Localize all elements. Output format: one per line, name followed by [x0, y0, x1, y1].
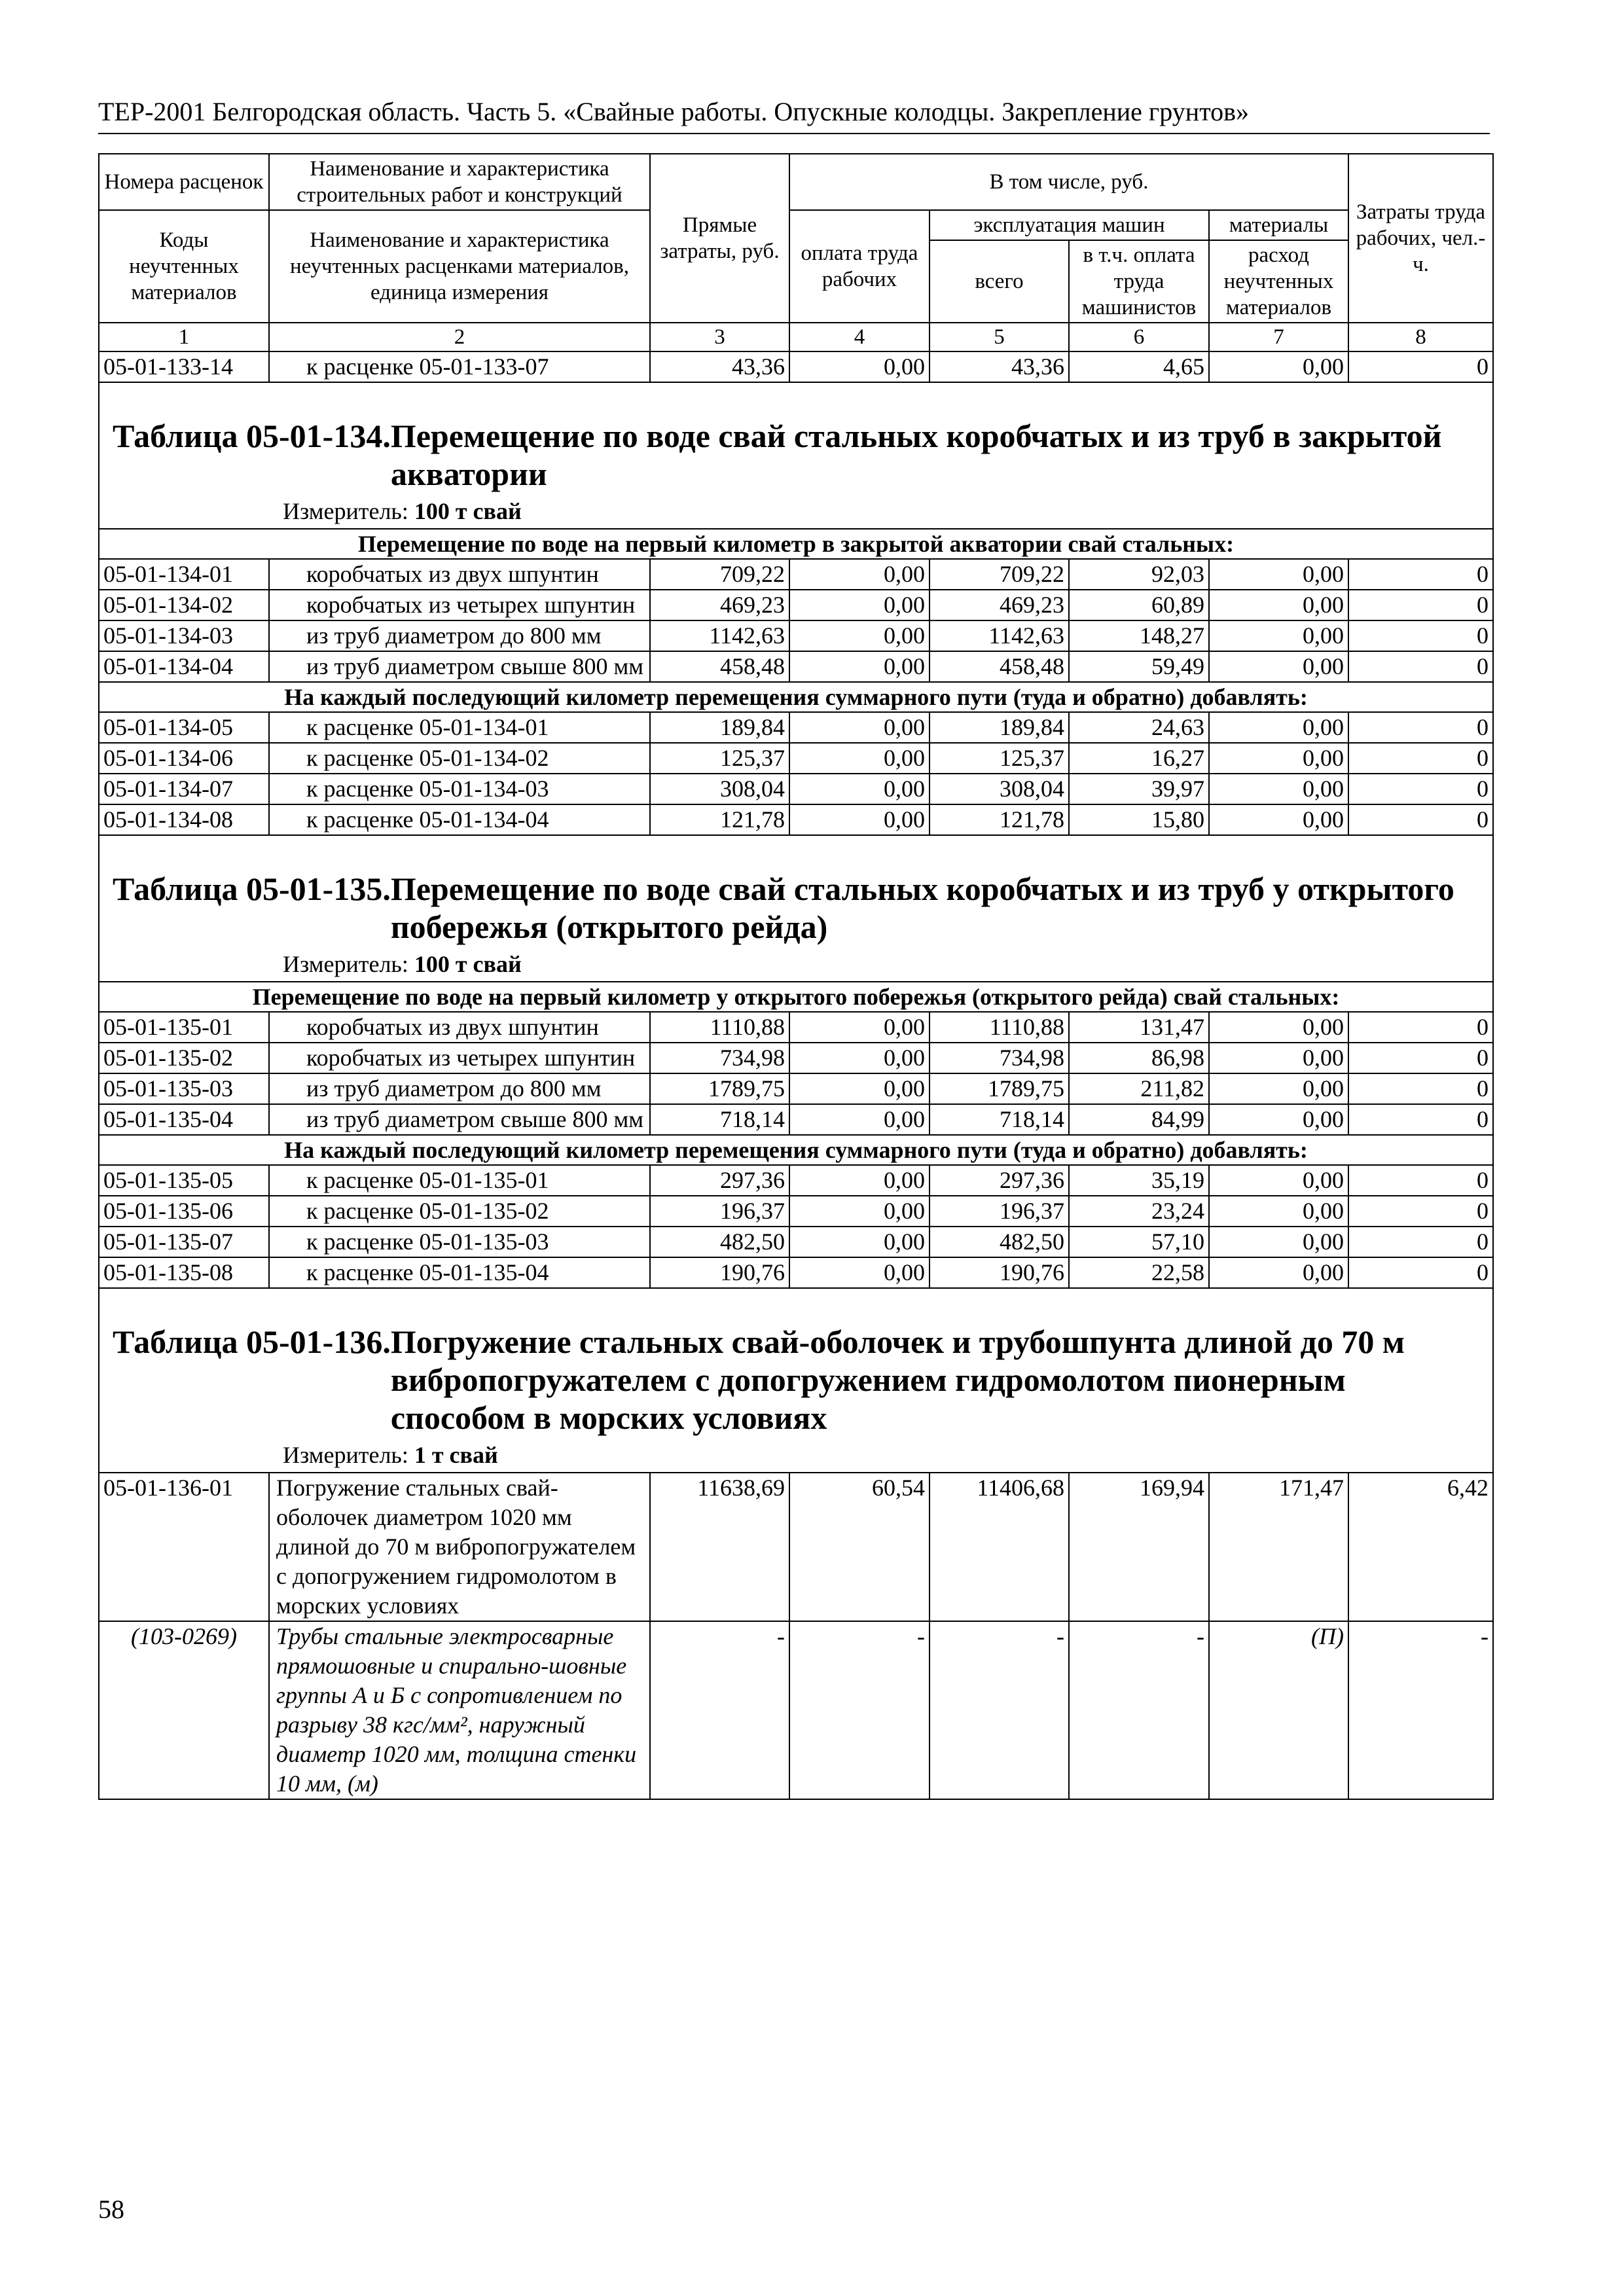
section-heading-row	[99, 1135, 1493, 1165]
measure	[99, 497, 1493, 529]
value-labor: 0	[1348, 743, 1493, 774]
rate-code: 05-01-134-08	[99, 804, 269, 835]
value-materials: (П)	[1209, 1621, 1348, 1799]
table-row	[99, 559, 1493, 590]
table-title-row	[99, 835, 1493, 950]
value-labor: 0	[1348, 351, 1493, 382]
value-direct: 482,50	[650, 1227, 789, 1257]
rate-name: к расценке 05-01-134-01	[269, 712, 650, 743]
value-labor: 0	[1348, 1043, 1493, 1073]
table-row	[99, 1104, 1493, 1135]
value-materials: 0,00	[1209, 651, 1348, 682]
running-header: ТЕР-2001 Белгородская область. Часть 5. «Свайные работы. Опускные колодцы. Закрепление грунтов»	[98, 95, 1490, 134]
value-wages: -	[789, 1621, 929, 1799]
value-machinist-wages: 92,03	[1069, 559, 1209, 590]
section-heading: Перемещение по воде на первый километр в закрытой акватории свай стальных:	[99, 529, 1493, 559]
table-row	[99, 804, 1493, 835]
measure-label: Измеритель:	[283, 951, 408, 977]
rate-name: из труб диаметром свыше 800 мм	[269, 651, 650, 682]
value-wages: 0,00	[789, 1104, 929, 1135]
value-labor: 0	[1348, 1227, 1493, 1257]
rate-name: Погружение стальных свай-оболочек диаметром 1020 мм длиной до 70 м вибропогружателем с допогружением гидромолотом в морских условиях	[269, 1473, 650, 1621]
column-header-materials: материалы	[1209, 210, 1348, 240]
measure-value: 1 т свай	[414, 1442, 498, 1468]
value-machines-total: 734,98	[929, 1043, 1069, 1073]
section-heading-row	[99, 982, 1493, 1012]
value-materials: 0,00	[1209, 590, 1348, 620]
value-labor: 0	[1348, 559, 1493, 590]
value-wages: 0,00	[789, 774, 929, 804]
value-wages: 0,00	[789, 351, 929, 382]
value-wages: 60,54	[789, 1473, 929, 1621]
value-materials: 0,00	[1209, 743, 1348, 774]
rate-name: Трубы стальные электросварные прямошовные и спирально-шовные группы А и Б с сопротивлением по разрыву 38 кгс/мм², наружный диаметр 1020 мм, толщина стенки 10 мм, (м)	[269, 1621, 650, 1799]
value-direct: 196,37	[650, 1196, 789, 1227]
value-wages: 0,00	[789, 651, 929, 682]
table-row	[99, 1196, 1493, 1227]
rate-name: к расценке 05-01-134-04	[269, 804, 650, 835]
value-direct: 121,78	[650, 804, 789, 835]
section-heading: На каждый последующий километр перемещения суммарного пути (туда и обратно) добавлять:	[99, 1135, 1493, 1165]
column-number-row	[99, 323, 1493, 351]
value-machinist-wages: -	[1069, 1621, 1209, 1799]
table-row	[99, 1012, 1493, 1043]
table-title	[99, 1288, 1493, 1441]
measure	[99, 1441, 1493, 1473]
value-direct: 734,98	[650, 1043, 789, 1073]
rate-code: 05-01-134-07	[99, 774, 269, 804]
column-number: 2	[269, 323, 650, 351]
rate-code: 05-01-133-14	[99, 351, 269, 382]
table-row	[99, 1043, 1493, 1073]
value-machines-total: 482,50	[929, 1227, 1069, 1257]
table-title	[99, 382, 1493, 497]
section-heading: Перемещение по воде на первый километр у открытого побережья (открытого рейда) свай стальных:	[99, 982, 1493, 1012]
table-heading: Перемещение по воде свай стальных коробчатых и из труб у открытого побережья (открытого рейда)	[390, 870, 1454, 945]
column-header-7: расход неучтенных материалов	[1209, 240, 1348, 323]
value-wages: 0,00	[789, 1073, 929, 1104]
value-wages: 0,00	[789, 804, 929, 835]
table-row	[99, 1073, 1493, 1104]
table-title	[99, 835, 1493, 950]
column-header-5: всего	[929, 240, 1069, 323]
rate-name: коробчатых из четырех шпунтин	[269, 590, 650, 620]
value-machinist-wages: 131,47	[1069, 1012, 1209, 1043]
value-machinist-wages: 57,10	[1069, 1227, 1209, 1257]
value-machines-total: 43,36	[929, 351, 1069, 382]
section-heading-row	[99, 682, 1493, 712]
value-wages: 0,00	[789, 712, 929, 743]
value-machines-total: 469,23	[929, 590, 1069, 620]
section-heading: На каждый последующий километр перемещения суммарного пути (туда и обратно) добавлять:	[99, 682, 1493, 712]
table-row	[99, 1257, 1493, 1288]
measure-value: 100 т свай	[414, 498, 522, 524]
value-labor: 0	[1348, 1196, 1493, 1227]
rate-code: 05-01-134-01	[99, 559, 269, 590]
value-materials: 0,00	[1209, 620, 1348, 651]
rate-name: к расценке 05-01-134-02	[269, 743, 650, 774]
column-header-machines: эксплуатация машин	[929, 210, 1209, 240]
table-row	[99, 1165, 1493, 1196]
rate-code: 05-01-134-02	[99, 590, 269, 620]
value-wages: 0,00	[789, 1012, 929, 1043]
measure	[99, 950, 1493, 982]
rate-code: 05-01-135-01	[99, 1012, 269, 1043]
value-direct: 189,84	[650, 712, 789, 743]
section-heading-row	[99, 529, 1493, 559]
value-machinist-wages: 22,58	[1069, 1257, 1209, 1288]
value-labor: 0	[1348, 1257, 1493, 1288]
column-header-1-bottom: Коды неучтенных материалов	[99, 210, 269, 323]
value-machinist-wages: 24,63	[1069, 712, 1209, 743]
value-wages: 0,00	[789, 1043, 929, 1073]
column-number: 3	[650, 323, 789, 351]
value-machines-total: 297,36	[929, 1165, 1069, 1196]
value-direct: 125,37	[650, 743, 789, 774]
table-row	[99, 712, 1493, 743]
value-machines-total: 1142,63	[929, 620, 1069, 651]
header-row-1	[99, 154, 1493, 210]
rate-code: 05-01-134-05	[99, 712, 269, 743]
table-title-row	[99, 382, 1493, 497]
value-labor: 0	[1348, 1165, 1493, 1196]
value-machinist-wages: 4,65	[1069, 351, 1209, 382]
rate-name: к расценке 05-01-135-01	[269, 1165, 650, 1196]
value-machines-total: 458,48	[929, 651, 1069, 682]
value-materials: 0,00	[1209, 1012, 1348, 1043]
value-wages: 0,00	[789, 1257, 929, 1288]
value-materials: 0,00	[1209, 1073, 1348, 1104]
rate-code: 05-01-135-03	[99, 1073, 269, 1104]
rate-name: коробчатых из двух шпунтин	[269, 559, 650, 590]
value-direct: 458,48	[650, 651, 789, 682]
value-machines-total: 196,37	[929, 1196, 1069, 1227]
value-materials: 0,00	[1209, 774, 1348, 804]
value-machinist-wages: 59,49	[1069, 651, 1209, 682]
column-header-2-bottom: Наименование и характеристика неучтенных расценками материалов, единица измерения	[269, 210, 650, 323]
value-machines-total: 189,84	[929, 712, 1069, 743]
rate-code: 05-01-135-05	[99, 1165, 269, 1196]
value-machinist-wages: 39,97	[1069, 774, 1209, 804]
rate-name: к расценке 05-01-135-03	[269, 1227, 650, 1257]
value-machines-total: 190,76	[929, 1257, 1069, 1288]
column-number: 5	[929, 323, 1069, 351]
value-materials: 171,47	[1209, 1473, 1348, 1621]
measure-label: Измеритель:	[283, 1442, 408, 1468]
value-machines-total: 718,14	[929, 1104, 1069, 1135]
value-labor: 6,42	[1348, 1473, 1493, 1621]
value-direct: 11638,69	[650, 1473, 789, 1621]
value-direct: 190,76	[650, 1257, 789, 1288]
table-number: Таблица 05-01-134.	[113, 418, 391, 454]
value-materials: 0,00	[1209, 559, 1348, 590]
value-machines-total: 1110,88	[929, 1012, 1069, 1043]
value-labor: -	[1348, 1621, 1493, 1799]
table-row	[99, 651, 1493, 682]
rate-code: 05-01-135-08	[99, 1257, 269, 1288]
rate-code: 05-01-134-04	[99, 651, 269, 682]
table-title-row	[99, 1288, 1493, 1441]
measure-value: 100 т свай	[414, 951, 522, 977]
value-wages: 0,00	[789, 559, 929, 590]
table-row	[99, 743, 1493, 774]
table-row	[99, 774, 1493, 804]
rate-name: коробчатых из четырех шпунтин	[269, 1043, 650, 1073]
measure-label: Измеритель:	[283, 498, 408, 524]
column-header-1-top: Номера расценок	[99, 154, 269, 210]
measure-row	[99, 950, 1493, 982]
column-group-header: В том числе, руб.	[789, 154, 1348, 210]
rate-name: к расценке 05-01-135-04	[269, 1257, 650, 1288]
value-machines-total: 125,37	[929, 743, 1069, 774]
rate-code: 05-01-135-07	[99, 1227, 269, 1257]
measure-row	[99, 1441, 1493, 1473]
value-materials: 0,00	[1209, 1104, 1348, 1135]
page-number: 58	[98, 2195, 124, 2224]
value-machinist-wages: 15,80	[1069, 804, 1209, 835]
rate-code: 05-01-135-02	[99, 1043, 269, 1073]
rate-name: из труб диаметром до 800 мм	[269, 620, 650, 651]
column-number: 7	[1209, 323, 1348, 351]
value-labor: 0	[1348, 590, 1493, 620]
value-machines-total: 308,04	[929, 774, 1069, 804]
value-wages: 0,00	[789, 743, 929, 774]
value-machines-total: 121,78	[929, 804, 1069, 835]
value-machinist-wages: 84,99	[1069, 1104, 1209, 1135]
value-machinist-wages: 60,89	[1069, 590, 1209, 620]
value-labor: 0	[1348, 1104, 1493, 1135]
value-machines-total: 709,22	[929, 559, 1069, 590]
rate-name: к расценке 05-01-133-07	[269, 351, 650, 382]
value-materials: 0,00	[1209, 1196, 1348, 1227]
rate-name: из труб диаметром до 800 мм	[269, 1073, 650, 1104]
value-materials: 0,00	[1209, 804, 1348, 835]
rate-code: 05-01-136-01	[99, 1473, 269, 1621]
table-row	[99, 1473, 1493, 1621]
rate-name: коробчатых из двух шпунтин	[269, 1012, 650, 1043]
header-row-2	[99, 210, 1493, 240]
value-machinist-wages: 169,94	[1069, 1473, 1209, 1621]
column-number: 1	[99, 323, 269, 351]
rate-name: из труб диаметром свыше 800 мм	[269, 1104, 650, 1135]
rate-name: к расценке 05-01-134-03	[269, 774, 650, 804]
value-materials: 0,00	[1209, 1043, 1348, 1073]
value-direct: 1789,75	[650, 1073, 789, 1104]
material-row	[99, 1621, 1493, 1799]
value-direct: 469,23	[650, 590, 789, 620]
rate-code: 05-01-134-06	[99, 743, 269, 774]
table-number: Таблица 05-01-136.	[113, 1323, 391, 1360]
column-number: 4	[789, 323, 929, 351]
value-materials: 0,00	[1209, 351, 1348, 382]
column-header-2-top: Наименование и характеристика строительных работ и конструкций	[269, 154, 650, 210]
rate-code: 05-01-135-06	[99, 1196, 269, 1227]
value-wages: 0,00	[789, 620, 929, 651]
rate-name: к расценке 05-01-135-02	[269, 1196, 650, 1227]
value-direct: 297,36	[650, 1165, 789, 1196]
value-machines-total: -	[929, 1621, 1069, 1799]
value-machinist-wages: 23,24	[1069, 1196, 1209, 1227]
rate-code: (103-0269)	[99, 1621, 269, 1799]
value-wages: 0,00	[789, 1196, 929, 1227]
value-machines-total: 11406,68	[929, 1473, 1069, 1621]
value-labor: 0	[1348, 620, 1493, 651]
table-heading: Погружение стальных свай-оболочек и трубошпунта длиной до 70 м вибропогружателем с допогружением гидромолотом пионерным способом в морских условиях	[390, 1323, 1405, 1436]
table-number: Таблица 05-01-135.	[113, 870, 391, 907]
value-materials: 0,00	[1209, 712, 1348, 743]
value-wages: 0,00	[789, 1227, 929, 1257]
value-direct: 43,36	[650, 351, 789, 382]
value-machinist-wages: 16,27	[1069, 743, 1209, 774]
value-machines-total: 1789,75	[929, 1073, 1069, 1104]
value-machinist-wages: 148,27	[1069, 620, 1209, 651]
value-labor: 0	[1348, 1012, 1493, 1043]
value-labor: 0	[1348, 651, 1493, 682]
value-direct: 1142,63	[650, 620, 789, 651]
value-direct: 718,14	[650, 1104, 789, 1135]
value-labor: 0	[1348, 712, 1493, 743]
price-table	[98, 153, 1494, 1800]
column-header-3: Прямые затраты, руб.	[650, 154, 789, 323]
value-labor: 0	[1348, 804, 1493, 835]
table-row	[99, 590, 1493, 620]
table-heading: Перемещение по воде свай стальных коробчатых и из труб в закрытой акватории	[390, 418, 1442, 492]
value-materials: 0,00	[1209, 1227, 1348, 1257]
value-direct: 308,04	[650, 774, 789, 804]
table-row	[99, 1227, 1493, 1257]
value-machinist-wages: 35,19	[1069, 1165, 1209, 1196]
table-row	[99, 351, 1493, 382]
column-header-4: оплата труда рабочих	[789, 210, 929, 323]
table-row	[99, 620, 1493, 651]
column-number: 8	[1348, 323, 1493, 351]
column-header-6: в т.ч. оплата труда машинистов	[1069, 240, 1209, 323]
value-direct: 709,22	[650, 559, 789, 590]
value-labor: 0	[1348, 774, 1493, 804]
value-materials: 0,00	[1209, 1257, 1348, 1288]
value-wages: 0,00	[789, 590, 929, 620]
value-labor: 0	[1348, 1073, 1493, 1104]
value-machinist-wages: 211,82	[1069, 1073, 1209, 1104]
column-header-8: Затраты труда рабочих, чел.-ч.	[1348, 154, 1493, 323]
value-wages: 0,00	[789, 1165, 929, 1196]
rate-code: 05-01-135-04	[99, 1104, 269, 1135]
main-content	[98, 153, 1492, 1800]
rate-code: 05-01-134-03	[99, 620, 269, 651]
value-materials: 0,00	[1209, 1165, 1348, 1196]
value-direct: 1110,88	[650, 1012, 789, 1043]
value-direct: -	[650, 1621, 789, 1799]
measure-row	[99, 497, 1493, 529]
column-number: 6	[1069, 323, 1209, 351]
value-machinist-wages: 86,98	[1069, 1043, 1209, 1073]
